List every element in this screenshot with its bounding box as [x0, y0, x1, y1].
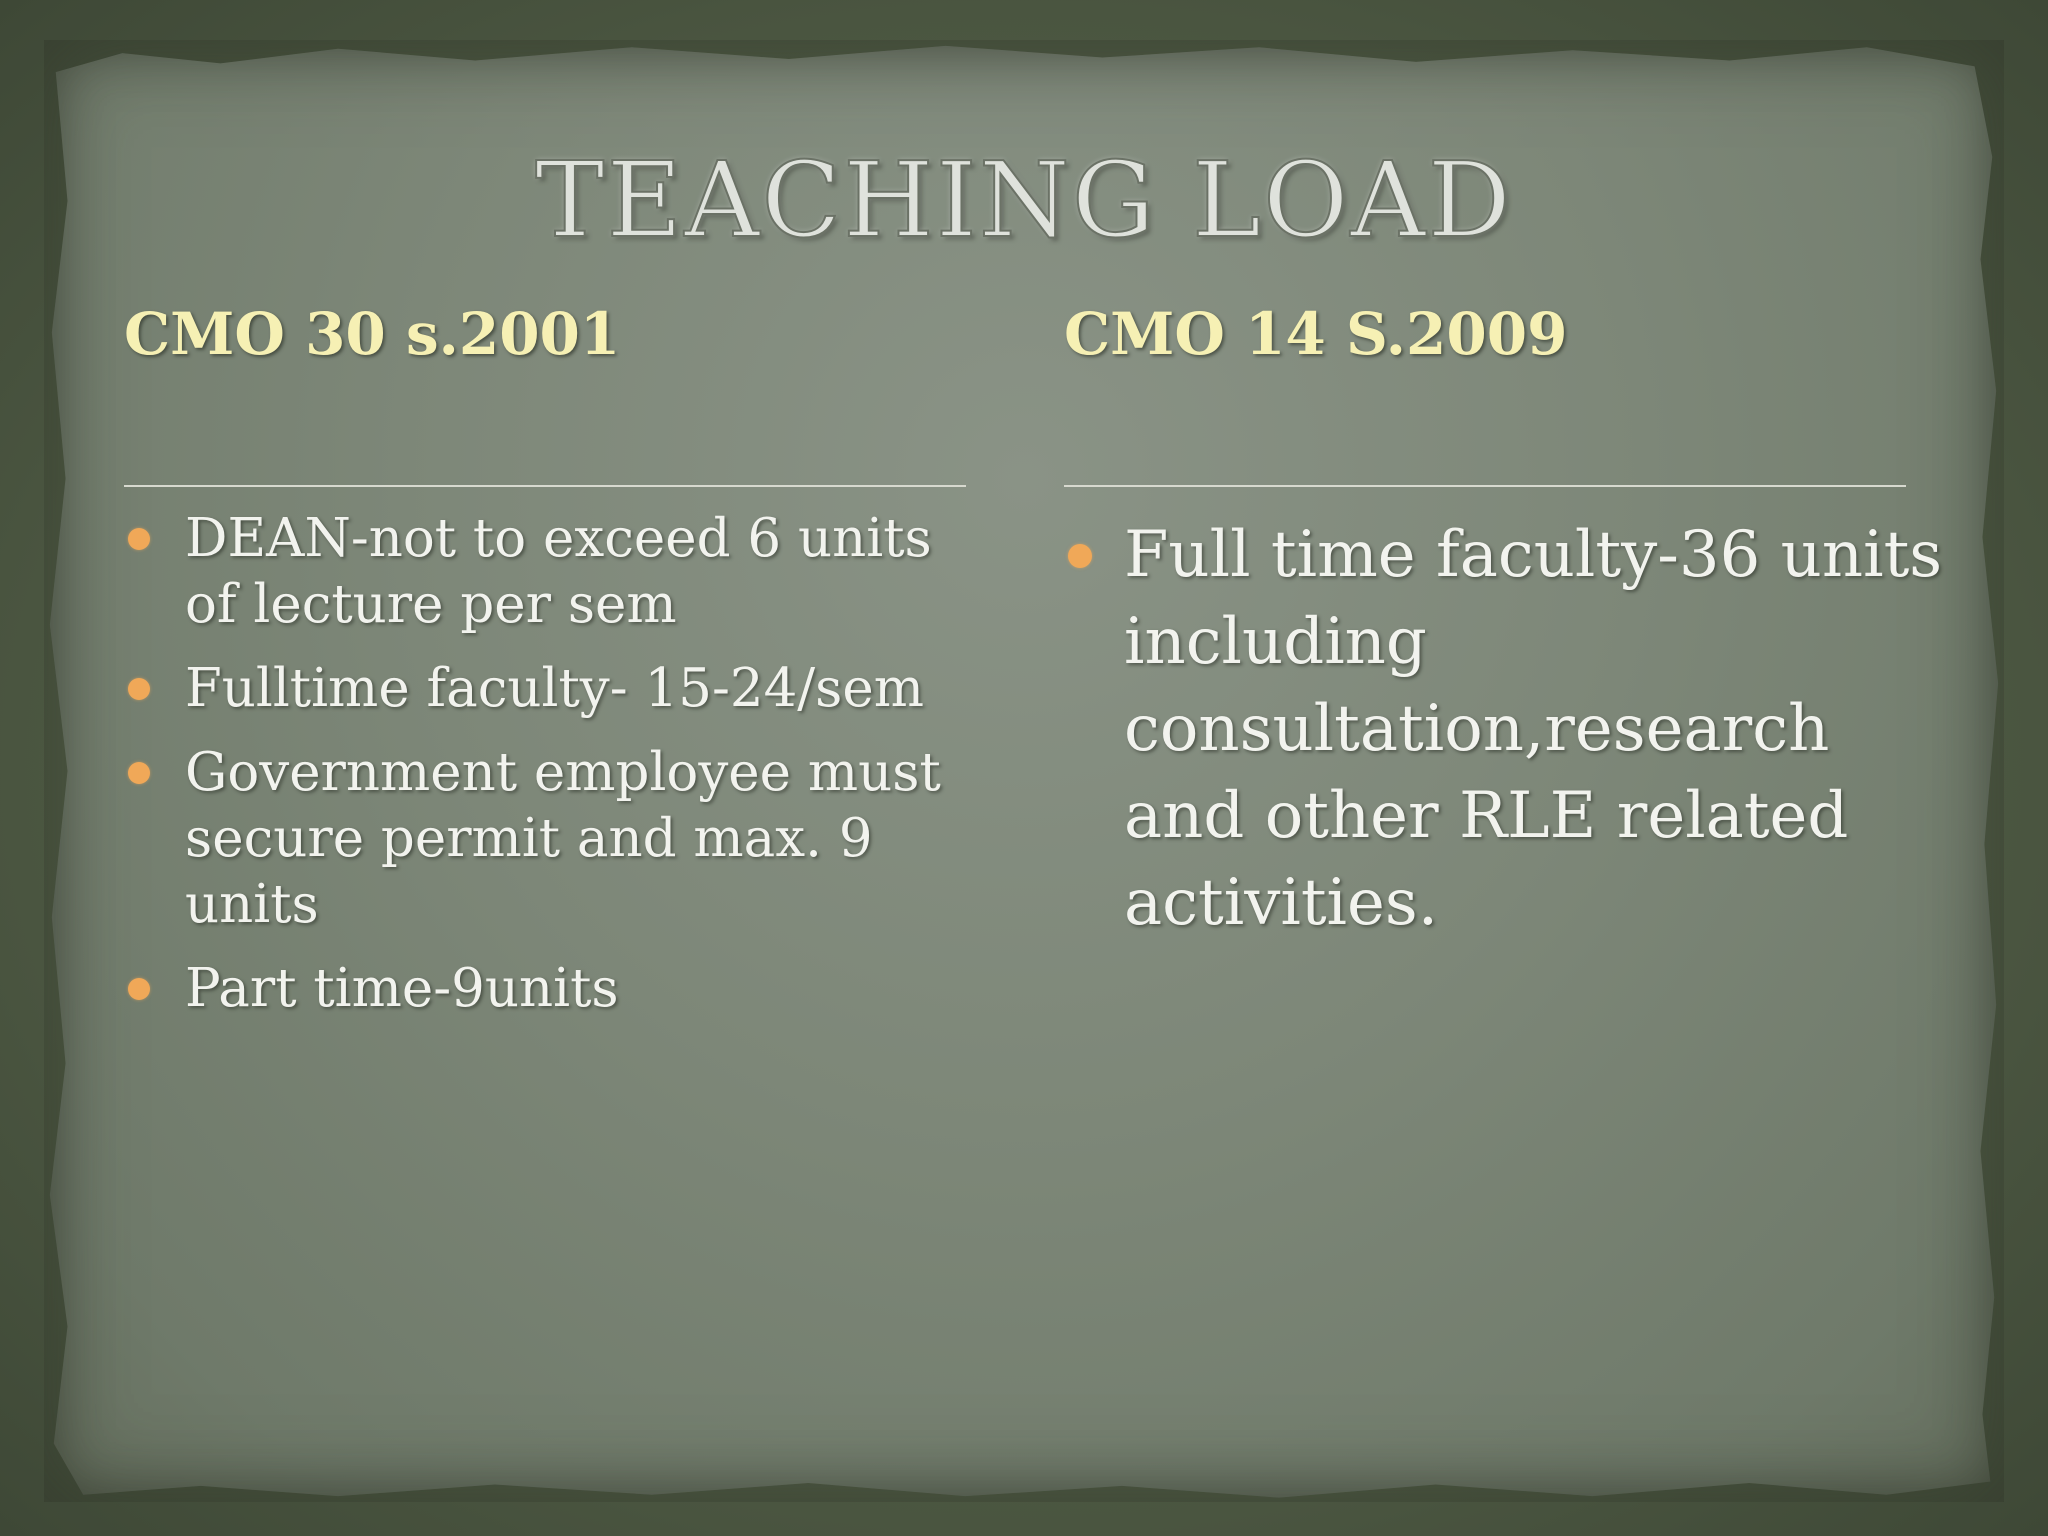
list-item — [124, 956, 964, 1022]
bullet-text: Government employee must secure permit and max. 9 units — [185, 742, 941, 935]
bullet-text: DEAN-not to exceed 6 units of lecture per sem — [185, 508, 932, 635]
bullet-text: Fulltime faculty- 15-24/sem — [185, 658, 924, 719]
bullet-text: Part time-9units — [185, 958, 619, 1019]
right-column-heading: CMO 14 S.2009 — [1064, 300, 1568, 368]
right-heading-divider — [1064, 485, 1906, 487]
left-heading-divider — [124, 485, 966, 487]
bullet-dot-icon — [128, 762, 150, 784]
bullet-dot-icon — [128, 528, 150, 550]
bullet-dot-icon — [128, 978, 150, 1000]
left-column-heading: CMO 30 s.2001 — [124, 300, 621, 368]
bullet-dot-icon — [128, 678, 150, 700]
slide-title: TEACHING LOAD — [535, 139, 1513, 261]
list-item — [124, 506, 964, 638]
list-item — [124, 740, 964, 938]
right-bullet-list — [1064, 512, 1944, 965]
left-bullet-list — [124, 506, 964, 1040]
list-item — [124, 656, 964, 722]
bullet-dot-icon — [1068, 544, 1092, 568]
bullet-text: Full time faculty-36 units including consultation,research and other RLE related activities. — [1124, 518, 1943, 940]
list-item — [1064, 512, 1944, 947]
